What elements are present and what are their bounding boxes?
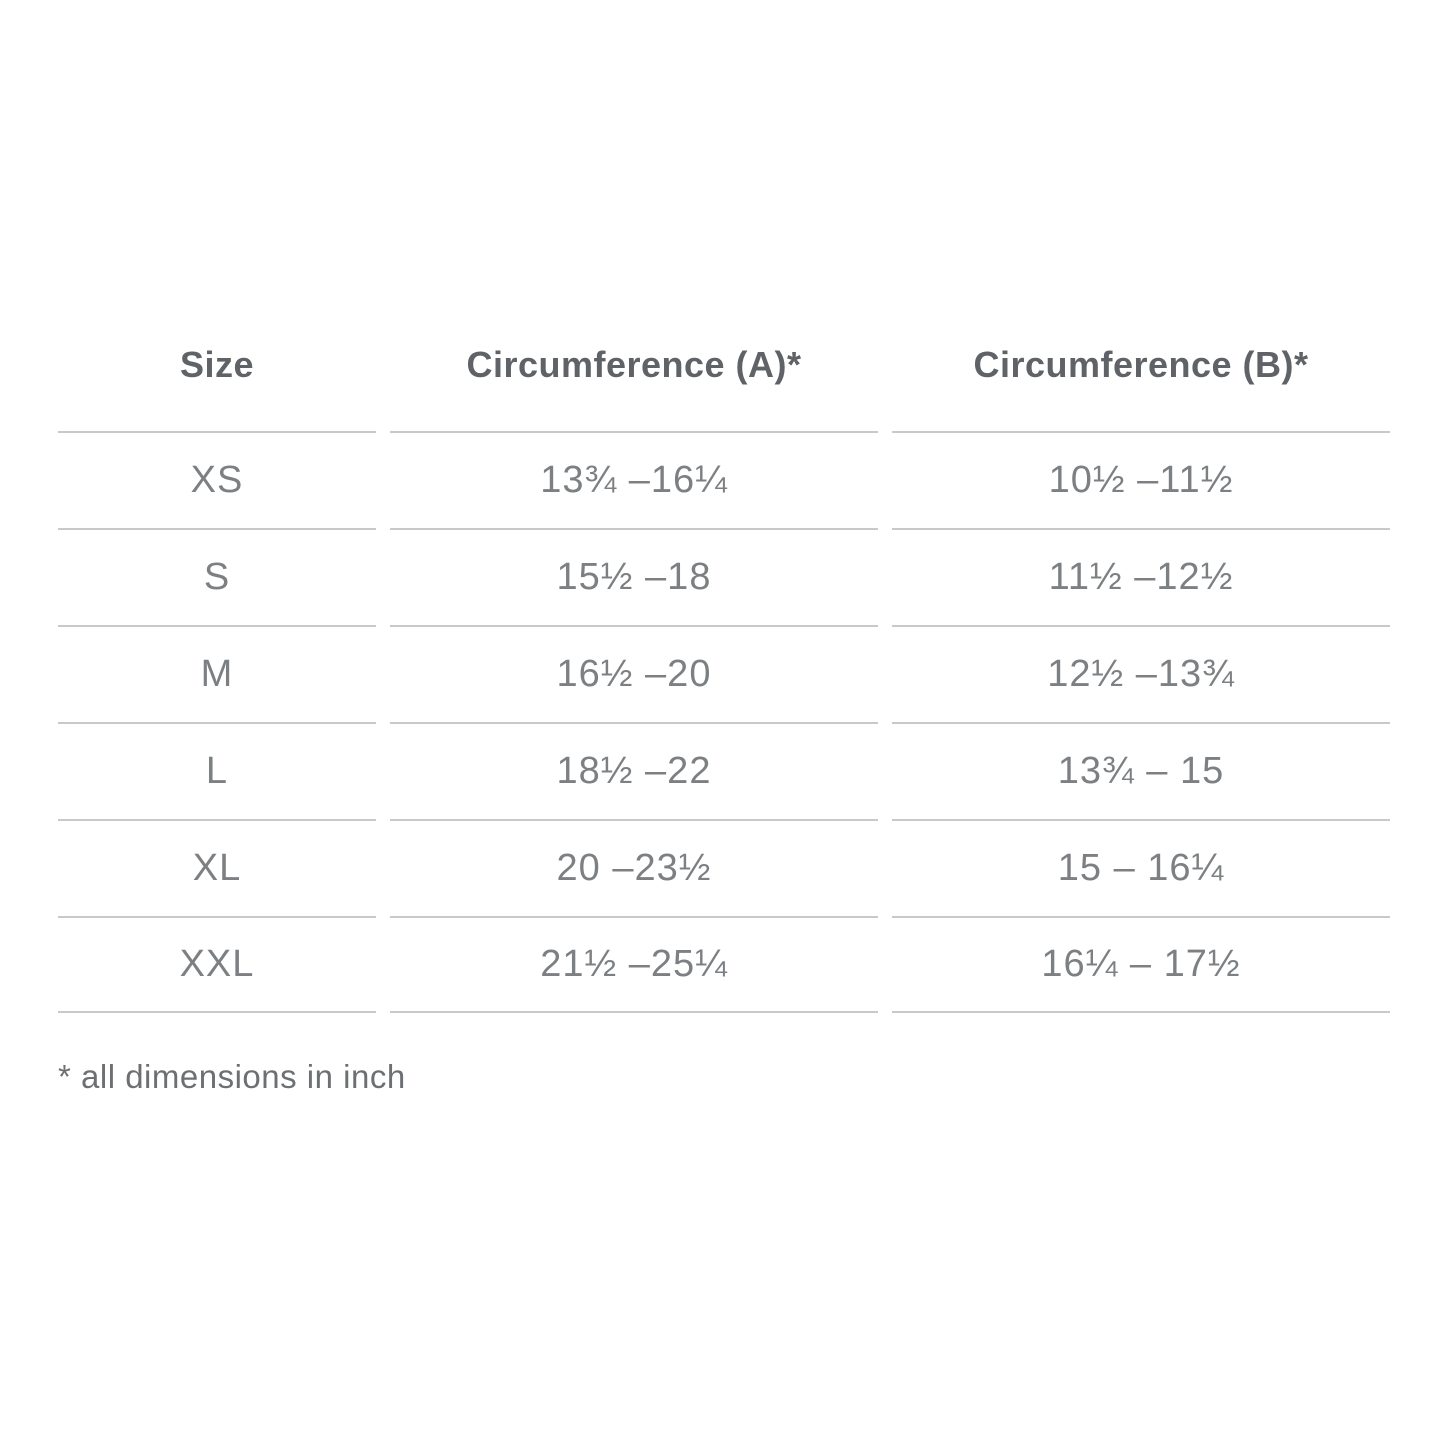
circumference-a-cell: 13¾ –16¼ (390, 431, 878, 528)
circumference-b-cell: 11½ –12½ (892, 528, 1390, 625)
size-cell: L (58, 722, 376, 819)
size-cell: S (58, 528, 376, 625)
size-cell: M (58, 625, 376, 722)
column-header-size: Size (179, 344, 255, 385)
size-cell: XL (58, 819, 376, 916)
circumference-a-cell: 16½ –20 (390, 625, 878, 722)
circumference-a-cell: 20 –23½ (390, 819, 878, 916)
size-chart-table (58, 334, 1390, 1013)
table-row-xxl (58, 916, 1390, 1013)
circumference-b-cell: 16¼ – 17½ (892, 916, 1390, 1013)
circumference-b-cell: 10½ –11½ (892, 431, 1390, 528)
circumference-a-cell: 15½ –18 (390, 528, 878, 625)
table-row-s (58, 528, 1390, 625)
table-header-row (58, 334, 1390, 431)
column-header-circumference-a: Circumference (A)* (466, 344, 802, 385)
circumference-b-cell: 15 – 16¼ (892, 819, 1390, 916)
size-cell: XXL (58, 916, 376, 1013)
circumference-a-cell: 18½ –22 (390, 722, 878, 819)
table-row-xl (58, 819, 1390, 916)
circumference-a-cell: 21½ –25¼ (390, 916, 878, 1013)
circumference-b-cell: 13¾ – 15 (892, 722, 1390, 819)
table-row-xs (58, 431, 1390, 528)
size-cell: XS (58, 431, 376, 528)
table-row-l (58, 722, 1390, 819)
circumference-b-cell: 12½ –13¾ (892, 625, 1390, 722)
column-header-circumference-b: Circumference (B)* (973, 344, 1309, 385)
dimensions-footnote: * all dimensions in inch (58, 1058, 406, 1095)
table-row-m (58, 625, 1390, 722)
